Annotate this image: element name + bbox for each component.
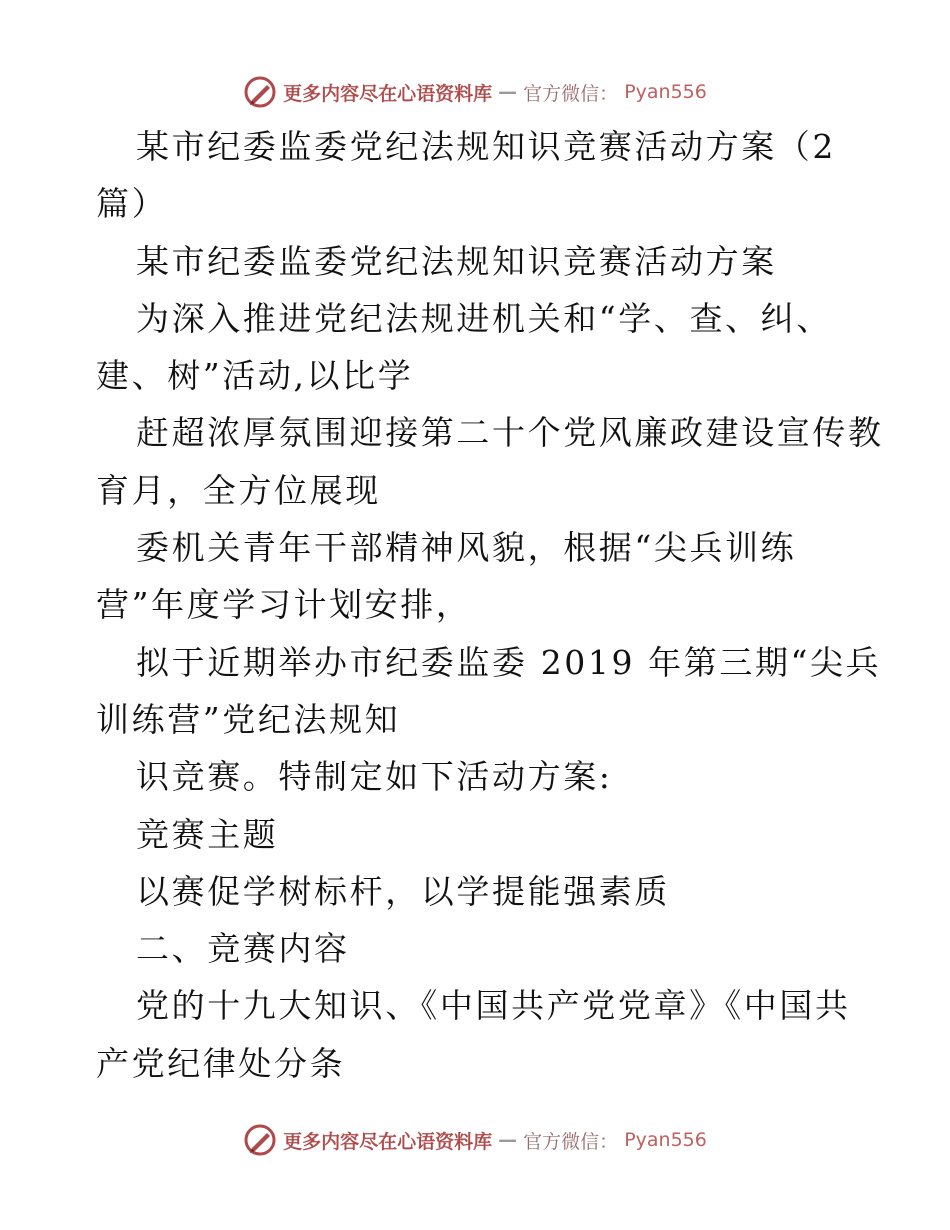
paragraph-line: 赶超浓厚氛围迎接第二十个党风廉政建设宣传教 (136, 413, 884, 453)
banner-wechat-id: Pyan556 (624, 81, 707, 103)
banner-dash: — (498, 1129, 518, 1151)
paragraph-line: 篇） (96, 184, 168, 224)
banner-brand-text: 更多内容尽在心语资料库 (283, 82, 493, 105)
paragraph-line: 委机关青年干部精神风貌，根据“尖兵训练 (136, 528, 797, 568)
pen-logo-icon (243, 1123, 277, 1157)
paragraph-line: 建、树”活动,以比学 (96, 356, 414, 396)
banner-brand-text: 更多内容尽在心语资料库 (283, 1130, 493, 1153)
header-banner-content (243, 75, 707, 109)
paragraph-line: 党的十九大知识、《中国共产党党章》《中国共 (136, 986, 851, 1026)
footer-banner-content (243, 1123, 707, 1157)
banner-wechat-label: 官方微信： (523, 82, 619, 105)
banner-wechat-label: 官方微信： (523, 1130, 619, 1153)
paragraph-line: 为深入推进党纪法规进机关和“学、查、纠、 (136, 298, 832, 338)
paragraph-line: 育月，全方位展现 (96, 470, 381, 510)
paragraph-line: 拟于近期举办市纪委监委 2019 年第三期“尖兵 (136, 642, 882, 682)
paragraph-line: 竞赛主题 (136, 814, 279, 854)
paragraph-line: 产党纪律处分条 (96, 1043, 346, 1083)
paragraph-line: 训练营”党纪法规知 (96, 699, 401, 739)
paragraph-line: 某市纪委监委党纪法规知识竞赛活动方案 (136, 241, 777, 281)
pen-logo-icon (243, 75, 277, 109)
banner-wechat-id: Pyan556 (624, 1129, 707, 1151)
banner-dash: — (498, 81, 518, 103)
paragraph-line: 以赛促学树标杆，以学提能强素质 (136, 871, 670, 911)
document-body (96, 118, 884, 1092)
paragraph-line: 二、竞赛内容 (136, 929, 350, 969)
paragraph-line: 营”年度学习计划安排， (96, 585, 472, 625)
footer-banner (0, 1120, 950, 1160)
header-banner (0, 72, 950, 112)
paragraph-line: 某市纪委监委党纪法规知识竞赛活动方案（2 (136, 127, 836, 166)
paragraph-line: 识竞赛。特制定如下活动方案: (136, 757, 613, 797)
